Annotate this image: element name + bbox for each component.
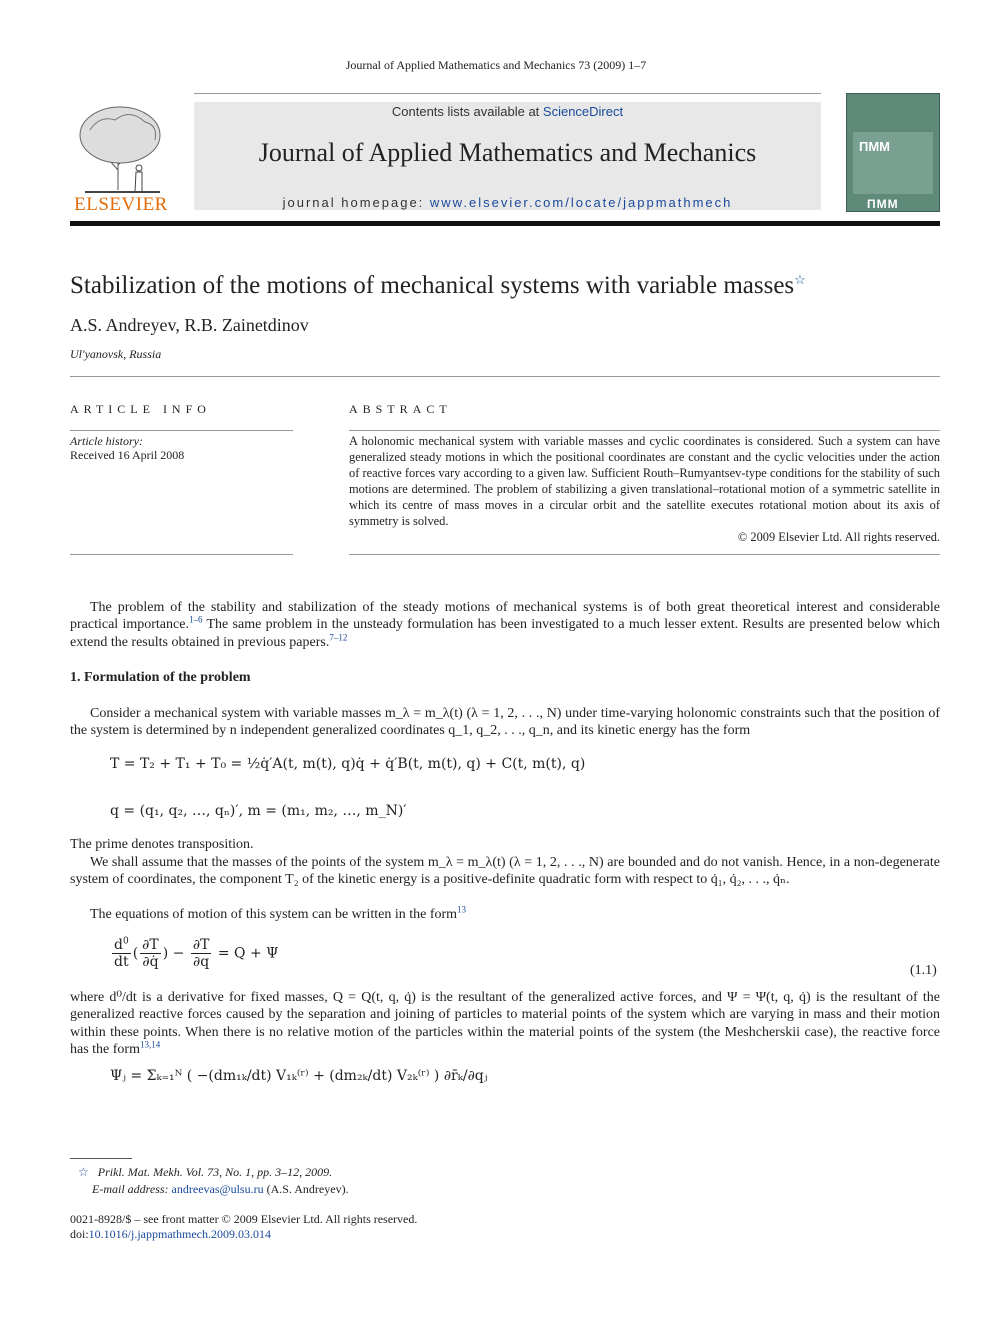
email-owner: (A.S. Andreyev).	[263, 1182, 349, 1196]
intro-text-b: The same problem in the unsteady formulation has been investigated to a much lesser extent. Results are presented below which extend the results obtained in previous papers.	[70, 617, 940, 650]
reactive-text: where d⁰/dt is a derivative for fixed masses, Q = Q(t, q, q̇) is the resultant of the generalized active forces, and Ψ = Ψ(t, q, q̇) is the resultant of the generalized reactive forces caused by the separation and joining of particles to material points of the system which are varying in mass and their motion within these points. When there is no relative motion of the particles within the material points of the system (the Meshcherskii case), the reactive force has the form	[70, 990, 940, 1058]
equation-motion-rhs: = Q + Ψ	[217, 945, 279, 962]
received-date: Received 16 April 2008	[70, 448, 185, 462]
paragraph-transposition: The prime denotes transposition.	[70, 837, 254, 852]
footnote-journal	[78, 1165, 332, 1180]
ref-link-13-14[interactable]: 13,14	[139, 1039, 161, 1050]
sciencedirect-link[interactable]: ScienceDirect	[542, 104, 624, 119]
article-info-heading: ARTICLE INFO	[70, 402, 211, 416]
article-title-text: Stabilization of the motions of mechanical systems with variable masses	[70, 272, 795, 299]
homepage-prefix: journal homepage:	[282, 195, 430, 210]
abstract-rule	[349, 430, 940, 431]
paragraph-system: Consider a mechanical system with variable masses m_λ = m_λ(t) (λ = 1, 2, . . ., N) under time-varying holonomic constraints such that the position of the system is determined by n independent generalized coordinates q_1, q_2, . . ., q_n, and its kinetic energy has the form	[70, 706, 940, 739]
equation-kinetic-energy: T = T₂ + T₁ + T₀ = ½q̇′A(t, m(t), q)q̇ + q̇′B(t, m(t), q) + C(t, m(t), q)	[110, 756, 586, 772]
intro-paragraph	[70, 599, 940, 651]
ref-link-7-12[interactable]: 7–12	[329, 632, 348, 643]
title-rule	[70, 376, 940, 377]
footnote-citation: Prikl. Mat. Mekh. Vol. 73, No. 1, pp. 3–12, 2009.	[97, 1165, 333, 1179]
journal-cover	[846, 93, 940, 212]
abstract-text: A holonomic mechanical system with variable masses and cyclic coordinates is considered. Such a system can have generalized steady motions in which the positional coordinates are constant and the cyclic velocities under the action of reactive forces vary according to a given law. Sufficient Routh–Rumyantsev-type conditions for the stability of such motions are determined. The problem of stabilizing a given translational–rotational motion of a symmetric satellite in which its centre of mass moves in a circular orbit and the satellite executes rotational motion about its axis of symmetry is solved.	[349, 434, 940, 528]
article-title	[70, 272, 806, 300]
doi-prefix: doi:	[70, 1227, 89, 1241]
contents-prefix: Contents lists available at	[391, 104, 543, 119]
intro-text-a: The problem of the stability and stabilization of the steady motions of mechanical systems is of both great theoretical interest and considerable practical importance.	[70, 600, 940, 633]
abstract-bottom-rule	[349, 554, 940, 555]
email-link[interactable]: andreevas@ulsu.ru	[171, 1182, 264, 1196]
affiliation: Ul'yanovsk, Russia	[70, 347, 162, 361]
eq-intro-text: The equations of motion of this system can be written in the form	[90, 907, 458, 922]
contents-line	[194, 104, 821, 119]
cover-logo-text: ПMM	[859, 139, 891, 154]
authors: A.S. Andreyev, R.B. Zainetdinov	[70, 315, 309, 335]
abstract-heading: ABSTRACT	[349, 402, 452, 416]
footnote-email	[92, 1182, 349, 1197]
journal-homepage	[194, 195, 821, 210]
running-head: Journal of Applied Mathematics and Mechanics 73 (2009) 1–7	[345, 58, 647, 72]
journal-masthead	[194, 102, 821, 210]
ref-link-1-6[interactable]: 1–6	[188, 614, 203, 625]
history-label: Article history:	[70, 434, 143, 448]
cover-bottom-text: ПMM	[867, 197, 899, 211]
homepage-link[interactable]: www.elsevier.com/locate/jappmathmech	[429, 195, 733, 210]
email-label: E-mail address:	[92, 1182, 172, 1196]
paragraph-reactive-forces	[70, 989, 940, 1059]
equation-motion: $\frac{d^0}{dt}$ ( $\frac{\partial T}{\partial q̇}$ ) − $\frac{\partial T}{\partial q}$ = Q + Ψ	[114, 936, 279, 970]
equation-reactive-force: Ψⱼ = Σₖ₌₁ᴺ ( −(dm₁ₖ/dt) V₁ₖ⁽ʳ⁾ + (dm₂ₖ/dt) V₂ₖ⁽ʳ⁾ ) ∂r̄ₖ/∂qⱼ	[110, 1068, 488, 1084]
footnote-rule	[70, 1158, 132, 1159]
doi-link[interactable]: 10.1016/j.jappmathmech.2009.03.014	[88, 1227, 271, 1241]
abstract-copyright: © 2009 Elsevier Ltd. All rights reserved.	[737, 530, 940, 544]
ref-link-13[interactable]: 13	[457, 904, 467, 915]
journal-title: Journal of Applied Mathematics and Mechanics	[258, 138, 757, 167]
masthead-top-rule	[194, 93, 821, 94]
section-heading-1: 1. Formulation of the problem	[70, 670, 251, 685]
paragraph-equations-intro	[70, 906, 940, 923]
article-info-rule	[70, 430, 293, 431]
equation-number: (1.1)	[910, 963, 937, 978]
header-rule	[70, 221, 940, 226]
elsevier-wordmark: ELSEVIER	[74, 194, 168, 215]
issn-line: 0021-8928/$ – see front matter © 2009 Elsevier Ltd. All rights reserved.	[70, 1212, 418, 1226]
paragraph-masses: We shall assume that the masses of the points of the system m_λ = m_λ(t) (λ = 1, 2, . . ., N) are bounded and do not vanish. Hence, in a non-degenerate system of coordinates, the component T₂ of the kinetic energy is a positive-definite quadratic form with respect to q̇₁, q̇₂, . . ., q̇ₙ.	[70, 855, 940, 888]
doi-line	[70, 1227, 271, 1242]
footnote-star: ☆	[78, 1165, 89, 1179]
title-footnote-star[interactable]: ☆	[794, 271, 806, 287]
equation-vectors: q = (q₁, q₂, …, qₙ)′, m = (m₁, m₂, …, m_N)′	[110, 803, 407, 819]
article-info-bottom-rule	[70, 554, 293, 555]
